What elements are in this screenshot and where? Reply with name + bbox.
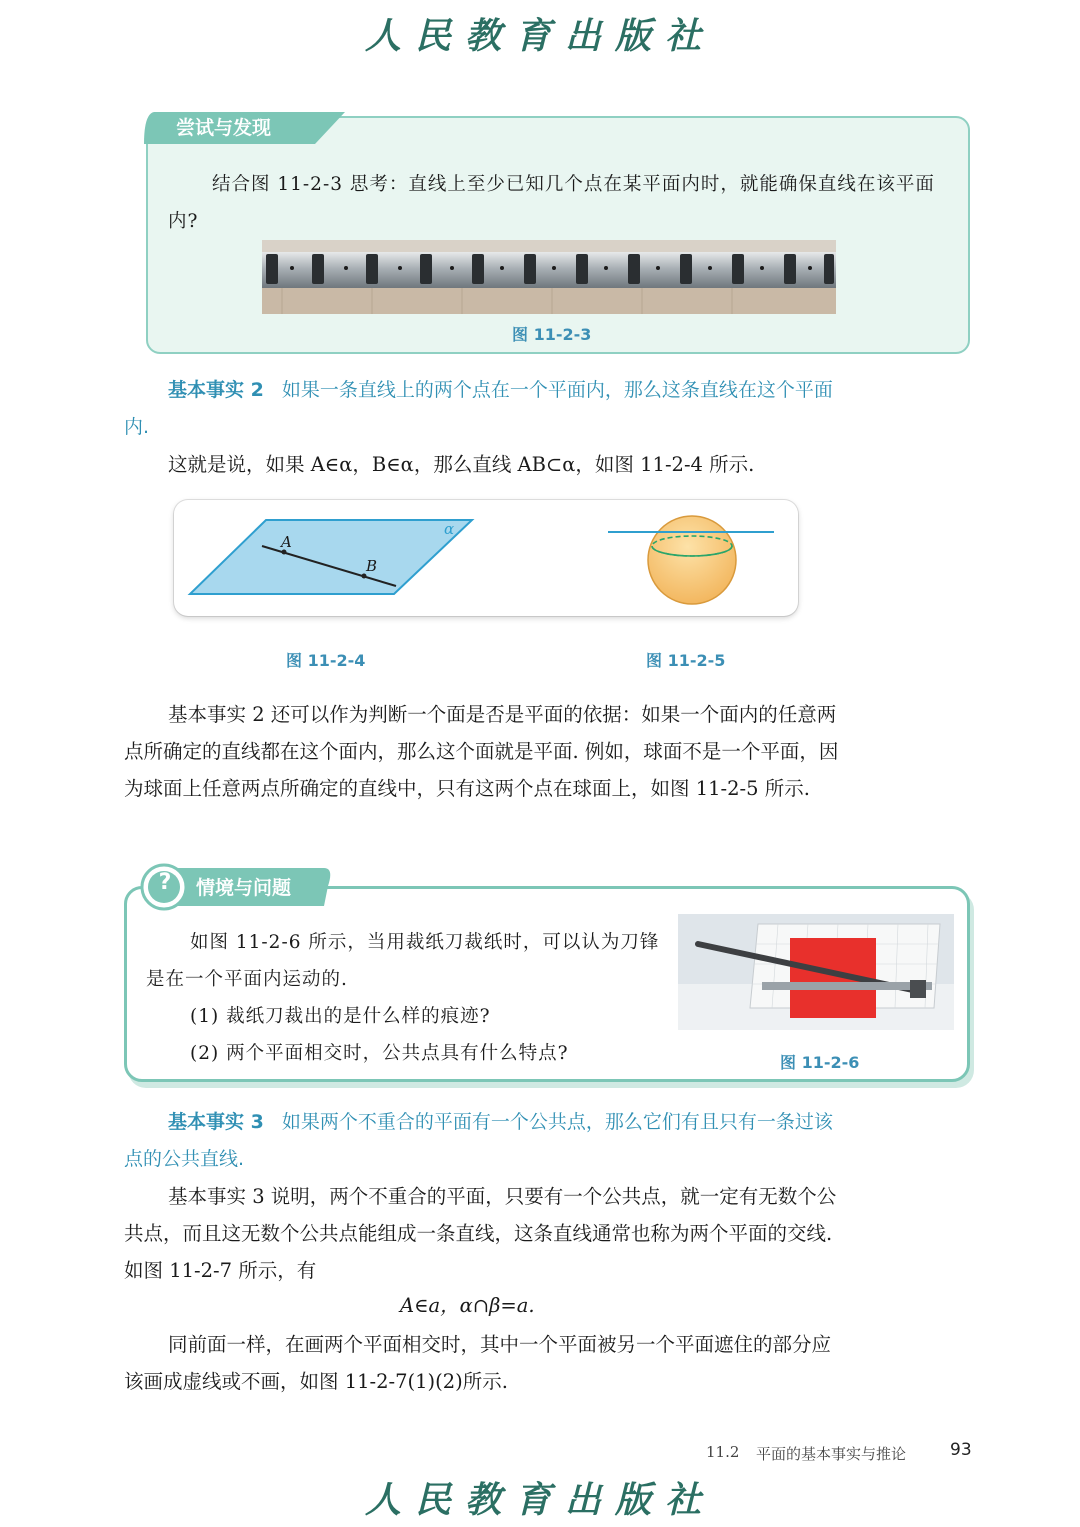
paragraph-4: 同前面一样，在画两个平面相交时，其中一个平面被另一个平面遮住的部分应该画成虚线或不画，如图 11-2-7(1)(2)所示.: [124, 1333, 832, 1393]
formula: A∈a，α∩β=a.: [400, 1294, 535, 1317]
publisher-logo-top: 人民教育出版社: [364, 15, 715, 57]
page-number: 93: [950, 1440, 972, 1460]
label-a: A: [281, 533, 292, 551]
fact-3: [124, 1104, 848, 1178]
situation-question-1: (1) 裁纸刀裁出的是什么样的痕迹?: [190, 1006, 491, 1027]
sphere: [648, 516, 736, 604]
paragraph-3: 基本事实 3 说明，两个不重合的平面，只要有一个公共点，就一定有无数个公共点，而且这无数个公共点能组成一条直线，这条直线通常也称为两个平面的交线. 如图 11-2-7 所示，有: [124, 1185, 837, 1282]
situation-question-2: (2) 两个平面相交时，公共点具有什么特点?: [190, 1043, 569, 1064]
fact-3-text: 如果两个不重合的平面有一个公共点，那么它们有且只有一条过该点的公共直线.: [124, 1111, 833, 1170]
paragraph-1: 这就是说，如果 A∈α，B∈α，那么直线 AB⊂α，如图 11-2-4 所示.: [168, 453, 755, 476]
fact-2-text: 如果一条直线上的两个点在一个平面内，那么这条直线在这个平面内.: [124, 379, 833, 438]
try-discover-label: 尝试与发现: [176, 117, 272, 139]
question-icon: ?: [158, 870, 172, 895]
figure-11-2-6-caption: 图 11-2-6: [780, 1053, 860, 1072]
figure-11-2-4-caption: 图 11-2-4: [286, 651, 366, 670]
try-discover-text: 结合图 11-2-3 思考：直线上至少已知几个点在某平面内时，就能确保直线在该平面内?: [168, 174, 935, 232]
paragraph-2: 基本事实 2 还可以作为判断一个面是否是平面的依据：如果一个面内的任意两点所确定的直线都在这个面内，那么这个面就是平面. 例如，球面不是一个平面，因为球面上任意两点所确定的直线中，只有这两个点在球面上，如图 11-2-5 所示.: [124, 703, 839, 800]
fact-2-heading: 基本事实 2: [168, 379, 264, 401]
figure-11-2-5-caption: 图 11-2-5: [646, 651, 726, 670]
footer-section-title: 平面的基本事实与推论: [756, 1445, 907, 1463]
situation-label: 情境与问题: [196, 877, 292, 899]
figure-11-2-5-drawing: [604, 508, 780, 608]
publisher-logo-bottom: 人民教育出版社: [364, 1479, 715, 1521]
figure-11-2-3-photo: [262, 240, 836, 314]
fact-2: [124, 372, 848, 446]
situation-text: 如图 11-2-6 所示，当用裁纸刀裁纸时，可以认为刀锋是在一个平面内运动的.: [146, 932, 660, 990]
fact-3-heading: 基本事实 3: [168, 1111, 264, 1133]
label-b: B: [366, 557, 378, 575]
label-alpha: α: [444, 520, 455, 538]
figure-11-2-6-photo: [678, 914, 954, 1030]
figure-11-2-3-caption: 图 11-2-3: [512, 325, 592, 344]
figure-11-2-4-drawing: [186, 512, 486, 604]
footer-section-number: 11.2: [706, 1443, 740, 1461]
plane-alpha: [190, 520, 472, 594]
